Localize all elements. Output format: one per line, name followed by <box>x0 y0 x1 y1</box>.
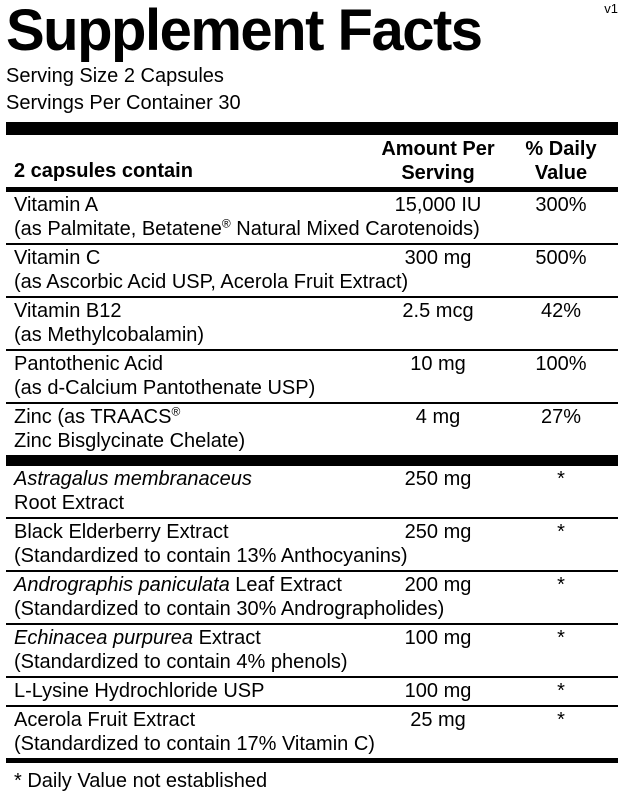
nutrient-row <box>6 298 618 351</box>
botanical-name: Andrographis paniculata Leaf Extract <box>14 574 342 596</box>
botanical-list <box>6 466 618 758</box>
nutrient-amount: 15,000 IU <box>394 194 482 216</box>
botanical-name: Echinacea purpurea Extract <box>14 627 261 649</box>
nutrient-source: Zinc Bisglycinate Chelate) <box>14 430 246 452</box>
footnote: * Daily Value not established <box>14 770 268 792</box>
botanical-row <box>6 707 618 758</box>
botanical-amount: 100 mg <box>404 680 472 702</box>
botanical-daily-value: * <box>557 574 565 596</box>
botanical-row <box>6 625 618 678</box>
botanical-detail: (Standardized to contain 13% Anthocyanins) <box>14 545 408 567</box>
botanical-row <box>6 678 618 707</box>
nutrient-source: (as Palmitate, Betatene® Natural Mixed Carotenoids) <box>14 216 480 240</box>
botanical-row <box>6 519 618 572</box>
amount-per-serving-header <box>358 137 518 185</box>
botanical-detail: (Standardized to contain 30% Andrographolides) <box>14 598 445 620</box>
botanical-row <box>6 572 618 625</box>
nutrient-row <box>6 192 618 245</box>
title-row <box>6 0 618 62</box>
botanical-daily-value: * <box>557 468 565 490</box>
divider-thick-middle <box>6 455 618 466</box>
botanical-daily-value: * <box>557 709 565 731</box>
version-label: v1 <box>604 1 618 16</box>
capsules-contain-label: 2 capsules contain <box>14 160 193 182</box>
nutrient-source: (as Methylcobalamin) <box>14 324 205 346</box>
amount-header-line1: Amount Per <box>381 138 495 160</box>
amount-header-line2: Serving <box>401 162 475 184</box>
botanical-name: Astragalus membranaceus <box>14 468 252 490</box>
divider-thick-top <box>6 122 618 135</box>
botanical-name: Acerola Fruit Extract <box>14 709 196 731</box>
botanical-amount: 250 mg <box>404 468 472 490</box>
botanical-daily-value: * <box>557 521 565 543</box>
botanical-row <box>6 466 618 519</box>
nutrient-amount: 2.5 mcg <box>402 300 474 322</box>
nutrient-source: (as Ascorbic Acid USP, Acerola Fruit Extract) <box>14 271 409 293</box>
nutrient-name: Zinc (as TRAACS® <box>14 404 181 428</box>
botanical-name: Black Elderberry Extract <box>14 521 229 543</box>
nutrient-name: Pantothenic Acid <box>14 353 163 375</box>
nutrient-row <box>6 245 618 298</box>
table-header <box>6 135 618 187</box>
nutrient-amount: 300 mg <box>404 247 472 269</box>
nutrient-row <box>6 404 618 455</box>
dv-header-line1: % Daily <box>525 138 597 160</box>
nutrient-daily-value: 42% <box>540 300 582 322</box>
botanical-amount: 100 mg <box>404 627 472 649</box>
botanical-amount: 250 mg <box>404 521 472 543</box>
nutrient-list <box>6 192 618 455</box>
nutrient-name: Vitamin C <box>14 247 101 269</box>
nutrient-daily-value: 100% <box>535 353 587 375</box>
servings-per-container: Servings Per Container 30 <box>6 92 241 114</box>
dv-header-line2: Value <box>534 162 588 184</box>
botanical-detail: (Standardized to contain 4% phenols) <box>14 651 348 673</box>
nutrient-daily-value: 27% <box>540 406 582 428</box>
nutrient-name: Vitamin A <box>14 194 99 216</box>
nutrient-daily-value: 300% <box>535 194 587 216</box>
nutrient-source: (as d-Calcium Pantothenate USP) <box>14 377 316 399</box>
botanical-name: L-Lysine Hydrochloride USP <box>14 680 265 702</box>
botanical-detail: Root Extract <box>14 492 125 514</box>
serving-size: Serving Size 2 Capsules <box>6 65 224 87</box>
botanical-amount: 200 mg <box>404 574 472 596</box>
botanical-daily-value: * <box>557 627 565 649</box>
nutrient-row <box>6 351 618 404</box>
daily-value-header <box>506 137 616 185</box>
botanical-daily-value: * <box>557 680 565 702</box>
nutrient-amount: 10 mg <box>410 353 466 375</box>
page-title: Supplement Facts <box>6 0 482 63</box>
nutrient-daily-value: 500% <box>535 247 587 269</box>
botanical-amount: 25 mg <box>410 709 466 731</box>
nutrient-amount: 4 mg <box>415 406 461 428</box>
botanical-detail: (Standardized to contain 17% Vitamin C) <box>14 733 375 755</box>
nutrient-name: Vitamin B12 <box>14 300 122 322</box>
